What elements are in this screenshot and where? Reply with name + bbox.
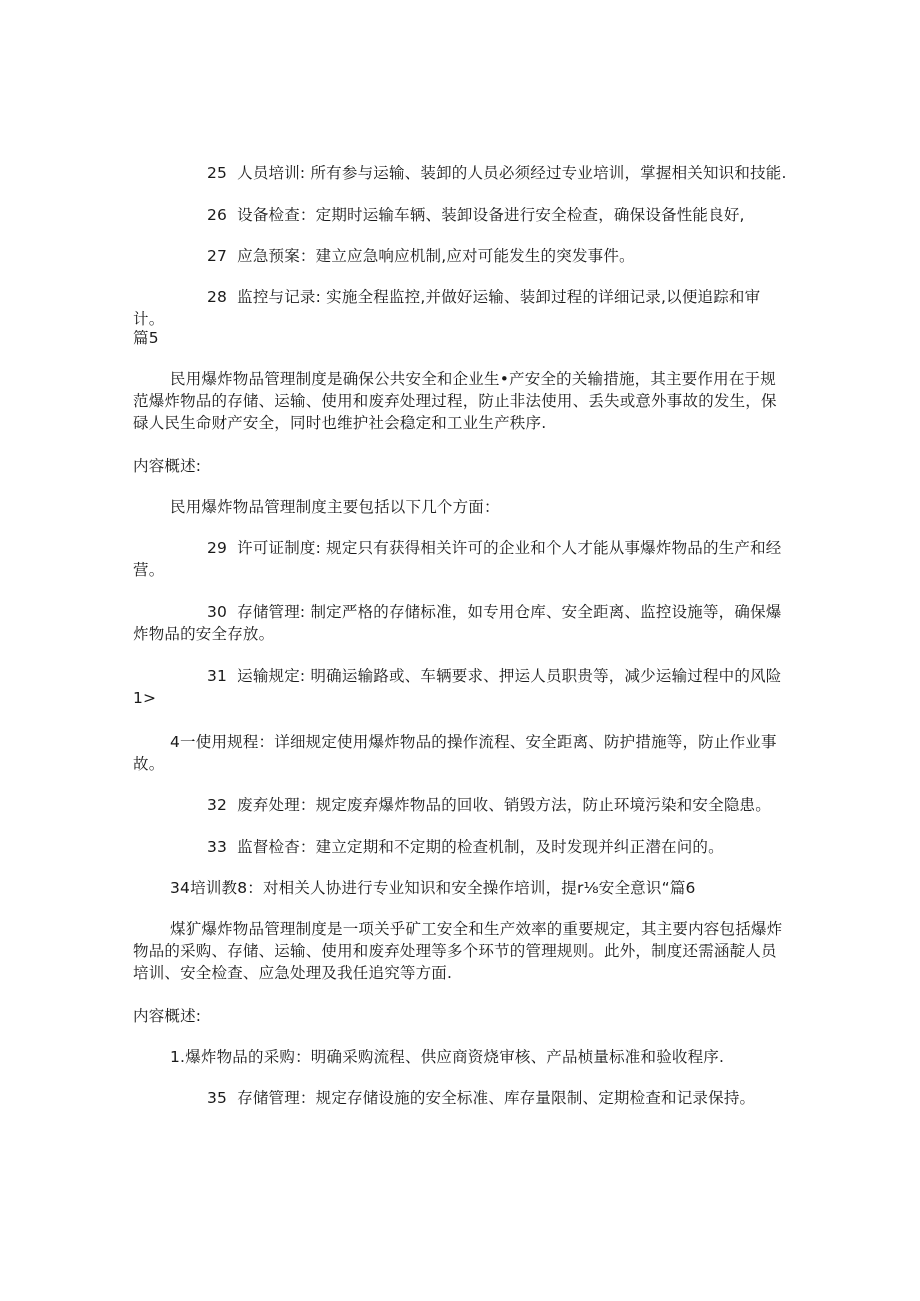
item-text: 存储管理: 制定严格的存储标准，如专用仓库、安全距离、监控设施等，确保爆炸物品的安全存放。 [133,603,782,643]
item-text: 存储管理：规定存储设施的安全标准、库存量限制、定期检查和记录保持。 [237,1089,756,1107]
list-item-34: 34培训教8：对相关人协进行专业知识和安全操作培训，提r⅛安全意识“篇6 [170,879,696,897]
list-item-26 [133,204,789,226]
list-item-28 [133,286,789,330]
list-item-31 [133,665,789,709]
item-number: 33 [207,838,228,856]
list-item-purchase: 1.爆炸物品的采购：明确采购流程、供应商资烧审核、产品桢量标准和验收程序. [170,1048,725,1066]
section5-intro-paragraph: 民用爆炸物品管理制度是确保公共安全和企业生•产安全的关输措施，其主要作用在于规范爆炸物品的存储、运输、使用和废弃处理过程，防止非法使用、丢失或意外事故的发生，保碌人民生命财产安全，同时也维护社会稳定和工业生产秩序. [133,370,777,432]
item-number: 30 [207,603,228,621]
list-item-32 [133,794,789,816]
item-number: 26 [207,206,228,224]
list-item-33 [133,836,789,858]
item-text: 人员培训: 所有参与运输、装卸的人员必须经过专业培训，掌握相关知识和技能. [237,164,787,182]
item-number: 29 [207,539,228,557]
item-number: 31 [207,667,228,685]
item-text: 应急预案：建立应急响应机制,应对可能发生的突发事件。 [237,247,635,265]
item-text: 设备检查：定期时运输车辆、装卸设备进行安全检查，确保设备性能良好, [237,206,745,224]
section5-overview-lead: 民用爆炸物品管理制度主要包括以下几个方面： [170,498,500,516]
list-item-35 [133,1087,789,1109]
section6-overview-label: 内容概述: [133,1007,202,1025]
list-item-30 [133,601,789,645]
section5-overview-label: 内容概述: [133,457,202,475]
item-text: 许可证制度: 规定只有获得相关许可的企业和个人才能从事爆炸物品的生产和经营。 [133,539,782,579]
item-number: 25 [207,164,228,182]
item-text: 运输规定: 明确运输路或、车辆要求、押运人员职贵等，减少运输过程中的风险1> [133,667,782,707]
item-text: 废弃处理：规定废弃爆炸物品的回收、销毁方法，防止环境污染和安全隐患。 [237,796,771,814]
section6-intro-paragraph: 煤犷爆炸物品管理制度是一项关乎矿工安全和生产效率的重要规定，其主要内容包括爆炸物品的采购、存储、运输、使用和废弃处理等多个环节的管理规则。此外，制度还需涵靛人员培训、安全检查、应急处理及我任追究等方面. [133,920,783,982]
list-item-use: 4一使用规程：详细规定使用爆炸物品的操作流程、安全距离、防护措施等，防止作业事故。 [133,733,777,773]
item-number: 32 [207,796,228,814]
section-heading-5: 篇5 [133,329,159,347]
item-number: 27 [207,247,228,265]
item-text: 监控与记录: 实施全程监控,并做好运输、装卸过程的详细记录,以便追踪和审计。 [133,288,761,328]
list-item-29 [133,537,789,581]
list-item-27 [133,245,789,267]
item-text: 监督检杳：建立定期和不定期的检查机制，及时发现并纠正潜在问的。 [237,838,724,856]
item-number: 35 [207,1089,228,1107]
list-item-25 [133,162,789,184]
item-number: 28 [207,288,228,306]
